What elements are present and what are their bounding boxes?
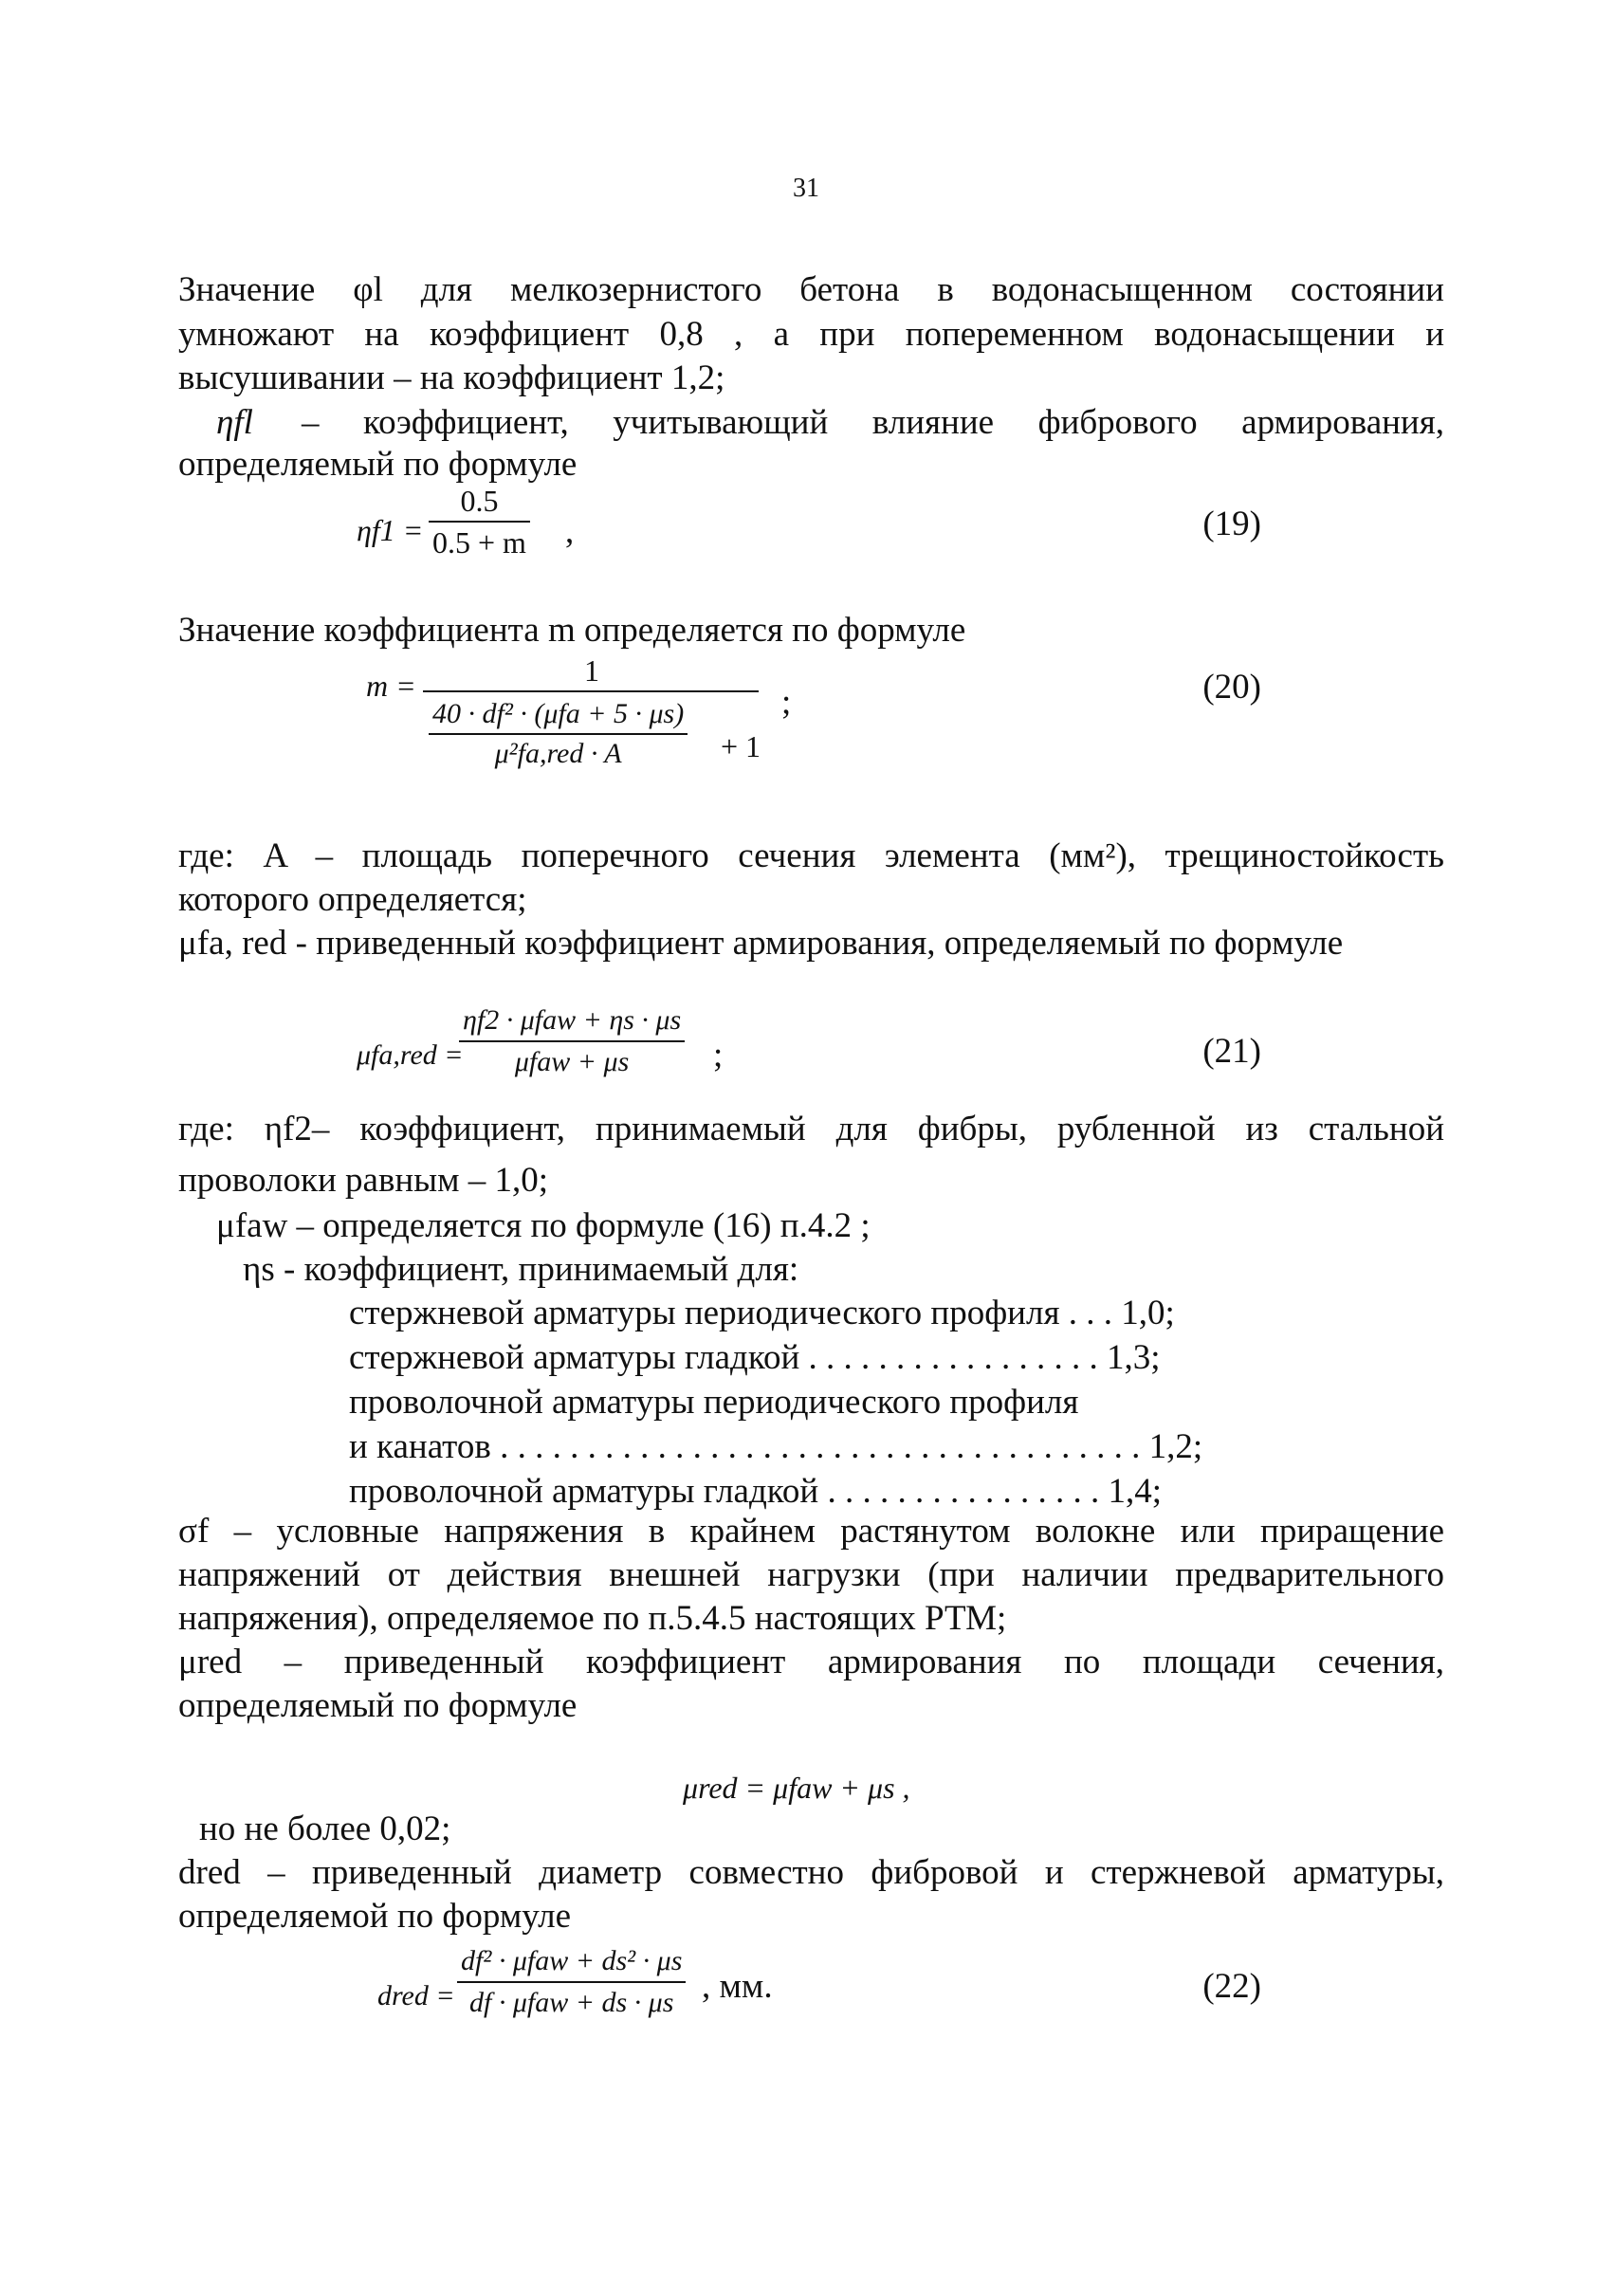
text-line: высушивании – на коэффициент 1,2; <box>178 358 725 397</box>
list-item <box>349 1381 1269 1425</box>
fraction-bar <box>429 521 530 523</box>
list-item-label: проволочной арматуры периодического профиля <box>349 1383 1079 1422</box>
list-item <box>349 1292 1269 1336</box>
eq21-lhs: μfa,red = <box>357 1039 464 1071</box>
list-item-label: и канатов <box>349 1427 491 1466</box>
eq22-lhs: dred = <box>377 1980 455 2011</box>
list-item <box>349 1470 1269 1515</box>
list-item <box>349 1425 1269 1470</box>
list-item-value: 1,4; <box>1099 1472 1162 1511</box>
mu-fa-red-definition: μfa, red - приведенный коэффициент армирования, определяемый по формуле <box>178 924 1344 963</box>
where-eta-f2-line1: где: ηf2– коэффициент, принимаемый для фибры, рубленной из стальной <box>178 1110 1444 1148</box>
mu-red-line1: μred – приведенный коэффициент армирования по площади сечения, <box>178 1643 1444 1681</box>
mu-red-formula: μred = μfaw + μs , <box>683 1771 910 1805</box>
equation-number-19: (19) <box>1202 505 1261 543</box>
equation-number-20: (20) <box>1202 668 1261 707</box>
list-item-value: 1,2; <box>1140 1427 1203 1466</box>
mu-red-line2: определяемый по формуле <box>178 1686 578 1725</box>
mu-faw-definition: μfaw – определяется по формуле (16) п.4.2 ; <box>216 1206 871 1245</box>
where-eta-f2-line2: проволоки равным – 1,0; <box>178 1161 549 1200</box>
d-red-line2: определяемой по формуле <box>178 1897 571 1936</box>
eq20-numerator: 1 <box>584 653 599 688</box>
text-line: Значение φl для мелкозернистого бетона в водонасыщенном состоянии <box>178 270 1444 309</box>
eq19-fraction <box>429 484 530 560</box>
list-item-label: стержневой арматуры гладкой <box>349 1338 800 1377</box>
fraction-bar <box>459 1040 685 1042</box>
eq21-denominator: μfaw + μs <box>514 1046 630 1077</box>
eq20-inner-fraction <box>429 698 688 770</box>
eq22-denominator: df · μfaw + ds · μs <box>469 1987 674 2018</box>
eq22-fraction <box>457 1944 686 2020</box>
where-A-line1: где: A – площадь поперечного сечения элемента (мм²), трещиностойкость <box>178 836 1444 875</box>
eq21-fraction <box>459 1003 685 1079</box>
list-item-value: 1,3; <box>1097 1338 1161 1377</box>
eq20-inner-denominator: μ²fa,red · A <box>494 738 622 769</box>
leader-dots: . . . <box>1059 1294 1112 1332</box>
eta-fl-description: – коэффициент, учитывающий влияние фибрового армирования, <box>302 403 1444 442</box>
sigma-f-line1: σf – условные напряжения в крайнем растянутом волокне или приращение <box>178 1512 1444 1551</box>
list-item-value: 1,0; <box>1111 1294 1175 1332</box>
eq21-tail: ; <box>713 1036 724 1075</box>
fraction-bar <box>429 733 688 735</box>
eq21-numerator: ηf2 · μfaw + ηs · μs <box>463 1004 682 1036</box>
eq20-plus-one: + 1 <box>721 729 761 763</box>
d-red-line1: dred – приведенный диаметр совместно фибровой и стержневой арматуры, <box>178 1853 1444 1892</box>
eq22-tail: , мм. <box>702 1967 773 2006</box>
eq20-lhs: m = <box>366 669 416 703</box>
fraction-bar <box>457 1981 686 1983</box>
not-more-text: но не более 0,02; <box>199 1809 451 1848</box>
where-A-line2: которого определяется; <box>178 880 527 919</box>
paragraph-m: Значение коэффициента m определяется по формуле <box>178 611 966 650</box>
page-number: 31 <box>793 174 819 203</box>
list-item <box>349 1336 1269 1381</box>
paragraph-phi-l <box>178 268 1444 312</box>
leader-dots: . . . . . . . . . . . . . . . . . <box>799 1338 1098 1377</box>
fraction-bar <box>423 690 759 692</box>
equation-number-22: (22) <box>1202 1967 1261 2006</box>
sigma-f-line3: напряжения), определяемое по п.5.4.5 настоящих РТМ; <box>178 1599 1007 1638</box>
text-line: умножают на коэффициент 0,8 , а при попеременном водонасыщении и <box>178 315 1444 354</box>
list-item-label: проволочной арматуры гладкой <box>349 1472 819 1511</box>
symbol-eta-fl: ηfl <box>216 403 253 442</box>
paragraph-phi-l-line2 <box>178 313 1444 357</box>
leader-dots: . . . . . . . . . . . . . . . . . . . . . . . . . . . . . . . . . . . . . <box>490 1427 1141 1466</box>
eq19-numerator: 0.5 <box>460 484 499 518</box>
sigma-f-line2: напряжений от действия внешней нагрузки (при наличии предварительного <box>178 1555 1444 1594</box>
eq20-inner-numerator: 40 · df² · (μfa + 5 · μs) <box>432 698 685 729</box>
paragraph-phi-l-line3 <box>178 357 1444 400</box>
eta-s-definition: ηs - коэффициент, принимаемый для: <box>243 1250 799 1289</box>
eq19-tail: , <box>565 512 575 551</box>
list-item-label: стержневой арматуры периодического профиля <box>349 1294 1060 1332</box>
eq20-tail: ; <box>781 683 792 722</box>
eq19-lhs: ηf1 = <box>357 513 424 547</box>
equation-number-21: (21) <box>1202 1032 1261 1071</box>
leader-dots: . . . . . . . . . . . . . . . . <box>818 1472 1100 1511</box>
eta-fl-description-line2: определяемый по формуле <box>178 445 578 484</box>
eta-s-list <box>349 1292 1269 1515</box>
eq19-denominator: 0.5 + m <box>432 525 526 560</box>
eq22-numerator: df² · μfaw + ds² · μs <box>461 1945 683 1976</box>
